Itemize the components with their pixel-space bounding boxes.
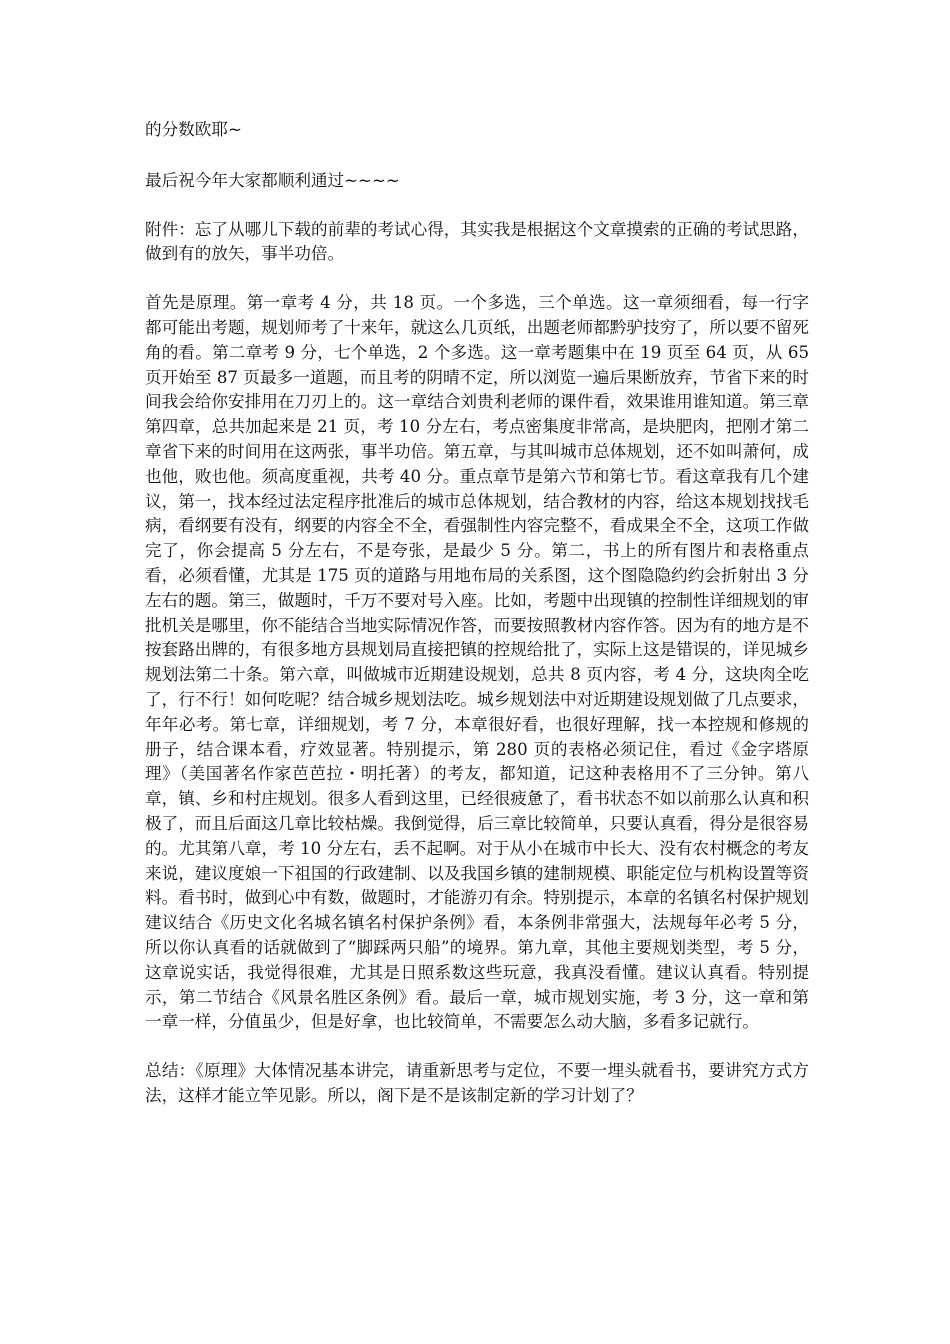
document-page — [145, 118, 809, 1133]
paragraph-score-note: 的分数欧耶~ — [145, 120, 242, 139]
paragraph-good-wishes: 最后祝今年大家都顺利通过~~~~ — [145, 170, 400, 190]
paragraph-principles-guide: 首先是原理。第一章考 4 分，共 18 页。一个多选，三个单选。这一章须细看，每一行字都可能出考题，规划师考了十来年，就这么几页纸，出题老师都黔驴技穷了，所以要不留死角的看。第二章考 9 分，七个单选，2 个多选。这一章考题集中在 19 页至 64 页，从 65 页开始至 87 页最多一道题，而且考的阴晴不定，所以浏览一遍后果断放弃，节省下来的时间我会给你安排用在刀刃上的。这一章结合刘贵利老师的课件看，效果谁用谁知道。第三章第四章，总共加起来是 21 页，考 10 分左右，考点密集度非常高，是块肥肉，把刚才第二章省下来的时间用在这两张，事半功倍。第五章，与其叫城市总体规划，还不如叫萧何，成也他，败也他。须高度重视，共考 40 分。重点章节是第六节和第七节。看这章我有几个建议，第一，找本经过法定程序批准后的城市总体规划，结合教材的内容，给这本规划找找毛病，看纲要有没有，纲要的内容全不全，看强制性内容完整不，看成果全不全，这项工作做完了，你会提高 5 分左右，不是夸张，是最少 5 分。第二，书上的所有图片和表格重点看，必须看懂，尤其是 175 页的道路与用地布局的关系图，这个图隐隐约约会折射出 3 分左右的题。第三，做题时，千万不要对号入座。比如，考题中出现镇的控制性详细规划的审批机关是哪里，你不能结合当地实际情况作答，而要按照教材内容作答。因为有的地方是不按套路出牌的，有很多地方县规划局直接把镇的控规给批了，实际上这是错误的，详见城乡规划法第二十条。第六章，叫做城市近期建设规划，总共 8 页内容，考 4 分，这块肉全吃了，行不行！如何吃呢？结合城乡规划法吃。城乡规划法中对近期建设规划做了几点要求，年年必考。第七章，详细规划，考 7 分，本章很好看，也很好理解，找一本控规和修规的册子，结合课本看，疗效显著。特别提示，第 280 页的表格必须记住，看过《金字塔原理》（美国著名作家芭芭拉・明托著）的考友，都知道，记这种表格用不了三分钟。第八章，镇、乡和村庄规划。很多人看到这里，已经很疲惫了，看书状态不如以前那么认真和积极了，而且后面这几章比较枯燥。我倒觉得，后三章比较简单，只要认真看，得分是很容易的。尤其第八章，考 10 分左右，丢不起啊。对于从小在城市中长大、没有农村概念的考友来说，建议度娘一下祖国的行政建制、以及我国乡镇的建制规模、职能定位与机构设置等资料。看书时，做到心中有数，做题时，才能游刃有余。特别提示，本章的名镇名村保护规划建议结合《历史文化名城名镇名村保护条例》看，本条例非常强大，法规每年必考 5 分，所以你认真看的话就做到了“脚踩两只船”的境界。第九章，其他主要规划类型，考 5 分，这章说实话，我觉得很难，尤其是日照系数这些玩意，我真没看懂。建议认真看。特别提示，第二节结合《风景名胜区条例》看。最后一章，城市规划实施，考 3 分，这一章和第一章一样，分值虽少，但是好拿，也比较简单，不需要怎么动大脑，多看多记就行。 — [145, 293, 809, 1032]
paragraph-summary: 总结：《原理》大体情况基本讲完，请重新思考与定位，不要一埋头就看书，要讲究方式方法，这样才能立竿见影。所以，阁下是不是该制定新的学习计划了？ — [145, 1061, 809, 1105]
paragraph-attachment-intro: 附件：忘了从哪儿下载的前辈的考试心得，其实我是根据这个文章摸索的正确的考试思路，做到有的放矢，事半功倍。 — [145, 219, 809, 264]
